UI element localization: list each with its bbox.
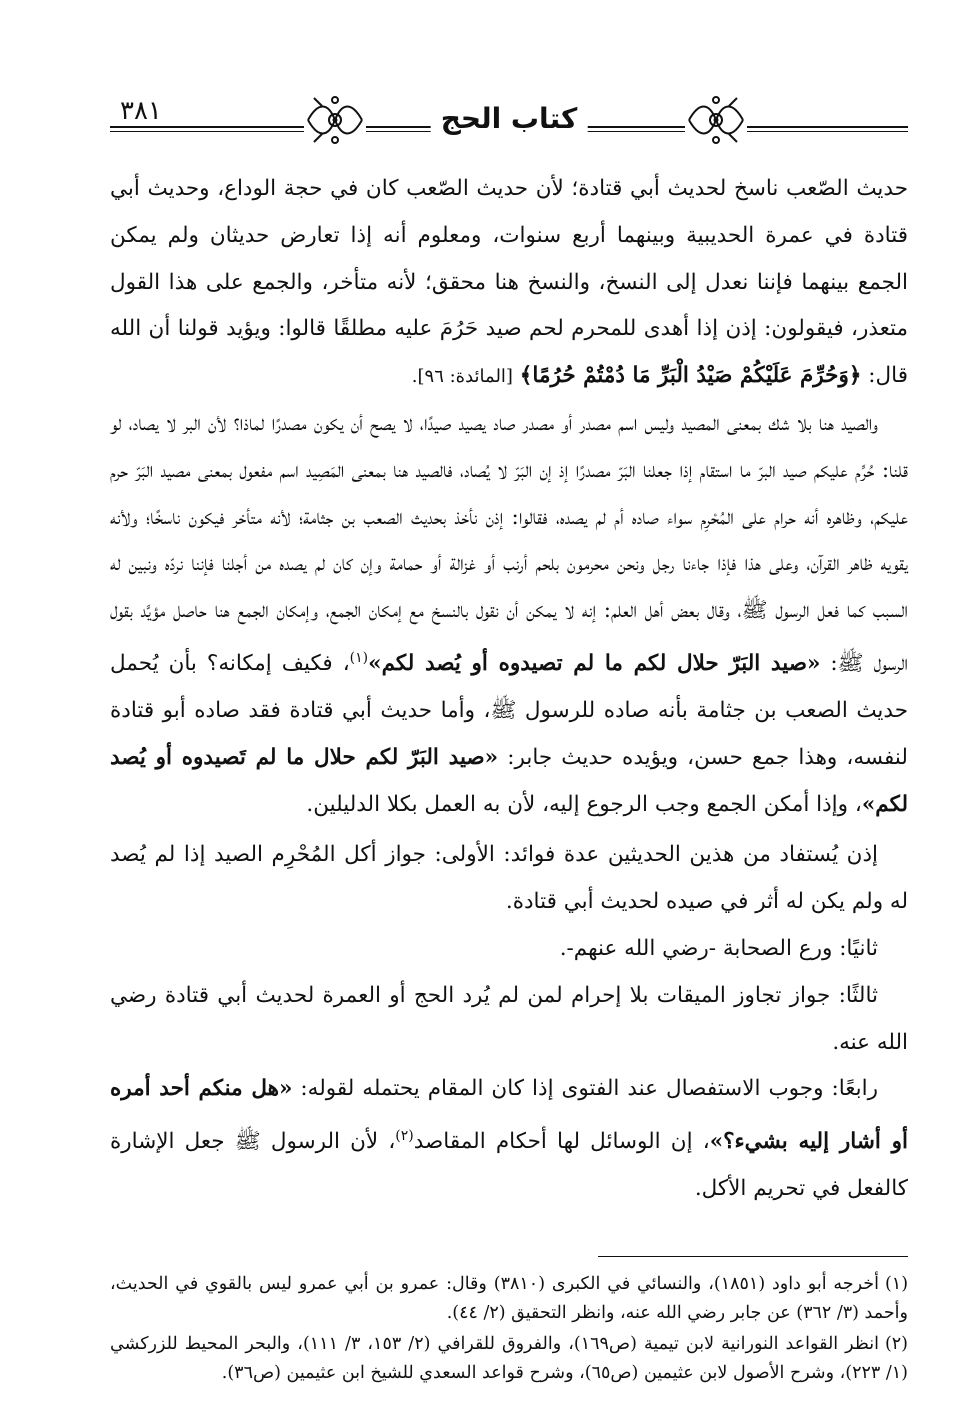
footnote-number: (١) bbox=[884, 1274, 909, 1294]
page-number: ٣٨١ bbox=[116, 96, 166, 126]
footnote-1: (١)أخرجه أبو داود (١٨٥١)، والنسائي في الكبرى (٣٨١٠) وقال: عمرو بن أبي عمرو ليس بالقوي في الحديث، وأحمد (٣/ ٣٦٢) عن جابر رضي الله عنه، وانظر التحقيق (٢/ ٤٤). bbox=[110, 1274, 909, 1323]
page-header bbox=[110, 88, 908, 152]
hadith-quote: «صيد البَرّ حلال لكم ما لم تصيدوه أو يُصد لكم» bbox=[368, 651, 821, 677]
verse-reference: [المائدة: ٩٦]. bbox=[411, 366, 513, 388]
quran-verse: ﴿وَحُرِّمَ عَلَيْكُمْ صَيْدُ الْبَرِّ مَا دُمْتُمْ حُرُمًا﴾ bbox=[519, 363, 862, 389]
paragraph-1: حديث الصّعب ناسخ لحديث أبي قتادة؛ لأن حديث الصّعب كان في حجة الوداع، وحديث أبي قتادة في عمرة الحديبية وبينهما أربع سنوات، ومعلوم أنه إذا تعارض حديثان ولم يمكن الجمع بينهما فإننا نعدل إلى النسخ، والنسخ هنا محقق؛ لأنه متأخر، والجمع على هذا القول متعذر، فيقولون: إذن إذا أهدى للمحرم لحم صيد حَرُمَ عليه مطلقًا قالوا: ويؤيد قولنا أن الله قال: ﴿وَحُرِّمَ عَلَيْكُمْ صَيْدُ الْبَرِّ مَا دُمْتُمْ حُرُمًا﴾ [المائدة: ٩٦]. bbox=[110, 176, 908, 389]
book-title: كتاب الحج bbox=[431, 102, 588, 135]
arabesque-ornament-icon bbox=[685, 92, 747, 148]
footnotes bbox=[110, 1270, 908, 1390]
arabesque-ornament-icon bbox=[304, 92, 366, 148]
paragraph-benefit-4: رابعًا: وجوب الاستفصال عند الفتوى إذا كان المقام يحتمله لقوله: «هل منكم أحد أمره أو أشار إليه بشيء؟»، إن الوسائل لها أحكام المقاصد$^{(٢)}$، لأن الرسول ﷺ جعل الإشارة كالفعل في تحريم الأكل. bbox=[110, 1076, 908, 1202]
footnote-marker[interactable]: (١) bbox=[349, 649, 369, 666]
hadith-quote: «صيد البَرّ لكم حلال ما لم تَصيدوه أو يُصد لكم» bbox=[110, 744, 908, 817]
paragraph-benefit-3: ثالثًا: جواز تجاوز الميقات بلا إحرام لمن لم يُرد الحج أو العمرة لحديث أبي قتادة رضي الله عنه. bbox=[110, 982, 908, 1055]
hadith-quote: «هل منكم أحد أمره أو أشار إليه بشيء؟» bbox=[110, 1076, 908, 1155]
footnote-2: (٢)انظر القواعد النورانية لابن تيمية (ص١٦٩)، والفروق للقرافي (٢/ ١٥٣، ٣/ ١١١)، والبحر المحيط للزركشي (١/ ٢٢٣)، وشرح الأصول لابن عثيمين (ص٦٥)، وشرح قواعد السعدي للشيخ ابن عثيمين (ص٣٦). bbox=[110, 1334, 908, 1383]
paragraph-benefit-1: إذن يُستفاد من هذين الحديثين عدة فوائد: الأولى: جواز أكل المُحْرِم الصيد إذا لم يُصد له ولم يكن له أثر في صيده لحديث أبي قتادة. bbox=[110, 842, 908, 915]
footnote-number: (٢) bbox=[884, 1334, 908, 1354]
paragraph-2: والصيد هنا بلا شك بمعنى المصيد وليس اسم مصدر أو مصدر صاد يصيد صيدًا، لا يصح أن يكون مصدرًا لماذا؟ لأن البر لا يصاد، لو قلنا: حُرِّم عليكم صيد البرّ ما استقام إذا جعلنا البَرّ مصدرًا إذ إن البَرّ لا يُصاد، فالصيد هنا بمعنى المَصِيد اسم مفعول بمعنى مصيد البَرّ حرم عليكم، وظاهره أنه حرام على المُحْرِم سواء صاده أم لم يصده، فقالوا: إذن نأخذ بحديث الصعب بن جثامة؛ لأنه متأخر فيكون ناسخًا؛ ولأنه يقويه ظاهر القرآن، وعلى هذا فإذا جاءنا رجل ونحن محرمون بلحم أرنب أو غزالة أو حمامة وإن كان لم يصده من أجلنا فإننا نردّه ونبين له السبب كما فعل الرسول ﷺ، وقال بعض أهل العلم: إنه لا يمكن أن نقول بالنسخ مع إمكان الجمع، وإمكان الجمع هنا حاصل مؤيَّد بقول الرسول ﷺ: «صيد البَرّ حلال لكم ما لم تصيدوه أو يُصد لكم»$^{(١)}$، فكيف إمكانه؟ بأن يُحمل حديث الصعب بن جثامة بأنه صاده للرسول ﷺ، وأما حديث أبي قتادة فقد صاده أبو قتادة لنفسه، وهذا جمع حسن، ويؤيده حديث جابر: «صيد البَرّ لكم حلال ما لم تَصيدوه أو يُصد لكم»، وإذا أمكن الجمع وجب الرجوع إليه، لأن به العمل بكلا الدليلين. bbox=[110, 410, 908, 817]
main-text bbox=[110, 166, 908, 1213]
footnote-divider bbox=[598, 1256, 908, 1257]
footnote-marker[interactable]: (٢) bbox=[395, 1128, 414, 1145]
paragraph-benefit-2: ثانيًا: ورع الصحابة -رضي الله عنهم-. bbox=[559, 935, 878, 961]
